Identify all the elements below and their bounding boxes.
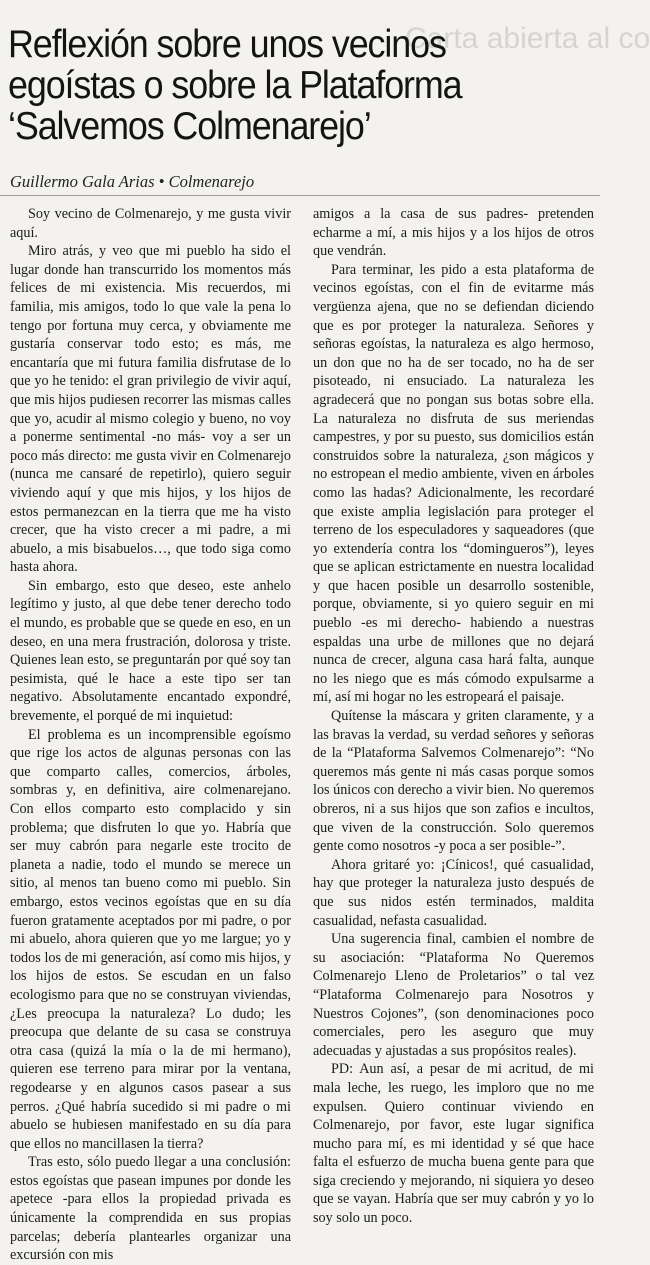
paragraph: amigos a la casa de sus padres- pretenden echarme a mí, a mis hijos y a los hijos de otros que vendrán.: [313, 206, 594, 260]
author-name: Guillermo Gala Arias: [10, 172, 155, 191]
left-column: [10, 205, 291, 1264]
paragraph: Para terminar, les pido a esta plataforma de vecinos egoístas, con el fin de evitarme más vergüenza ajena, que no se defiendan diciendo que es por proteger la naturaleza. Señores y señoras egoístas, la naturaleza es algo hermoso, un don que no ha de ser tocado, no ha de ser pisoteado, ni ensuciado. La naturaleza les agradecerá que no pongan sus botas sobre ella. La naturaleza no disfruta de sus meriendas campestres, y por su puesto, sus domicilios están construidos sobre la naturaleza, ¿son mágicos y no estropean el medio ambiente, viven en árboles como las hadas? Adicionalmente, les recordaré que existe amplia legislación para proteger el terreno de los especuladores y saqueadores (que yo extendería contra los “domingueros”), leyes que se aplican estrictamente en nuestra localidad y que hacen posible un desarrollo sostenible, porque, obviamente, si yo quiero seguir en mi pueblo -es mi derecho- habiendo a nuestras espaldas una urbe de millones que no dejará nunca de crecer, alguna casa hará falta, aunque no les niego que es más cómodo expulsarme a mí, así mi hogar no les estropeará el paisaje.: [313, 261, 594, 706]
paragraph: Sin embargo, esto que deseo, este anhelo legítimo y justo, al que debe tener derecho todo el mundo, es probable que se quede en eso, en un deseo, en una mera frustración, dolorosa y triste. Quienes lean esto, se preguntarán por qué soy tan pesimista, qué le hace a este tipo ser tan negativo. Absolutamente encantado expondré, brevemente, el porqué de mi inquietud:: [10, 577, 291, 725]
byline-separator: •: [158, 172, 165, 191]
paragraph: PD: Aun así, a pesar de mi acritud, de mi mala leche, les ruego, les imploro que no me expulsen. Quiero continuar viviendo en Colmenarejo, por favor, este lugar significa mucho para mí, es mi identidad y sé que hace falta el esfuerzo de mucha buena gente para que siga creciendo y mejorando, ni siquiera yo deseo que se vayan. Habría que ser muy cabrón y yo lo soy solo un poco.: [313, 1061, 594, 1227]
paragraph: Soy vecino de Colmenarejo, y me gusta vivir aquí.: [10, 206, 291, 241]
article-body: [10, 205, 594, 1264]
byline: [10, 172, 590, 192]
right-column: [313, 205, 594, 1227]
paragraph: Quítense la máscara y griten claramente, y a las bravas la verdad, su verdad señores y señoras de la “Plataforma Salvemos Colmenarejo”: “No queremos más gente ni más casas porque somos los únicos con derecho a vivir bien. No queremos obreros, ni a sus hijos que son zafios e incultos, que viven de la construcción. Solo queremos gente como nosotros -y poca a ser posible-”.: [313, 708, 594, 855]
paragraph: Una sugerencia final, cambien el nombre de su asociación: “Plataforma No Queremos Colmenarejo Lleno de Proletarios” o tal vez “Plataforma Colmenarejo para Nosotros y Nuestros Cojones”, (son denominaciones poco comerciales, pero les aseguro que muy adecuadas y ajustadas a sus propósitos reales).: [313, 931, 594, 1059]
author-location: Colmenarejo: [168, 172, 255, 191]
byline-divider: [0, 195, 600, 196]
paragraph: Tras esto, sólo puedo llegar a una conclusión: estos egoístas que pasean impunes por donde les apetece -para ellos la propiedad privada es únicamente la comprendida en sus propias parcelas; debería plantearles organizar una excursión con mis: [10, 1154, 291, 1264]
adjacent-article-headline: Carta abierta al co: [405, 22, 650, 55]
paragraph: El problema es un incomprensible egoísmo que rige los actos de algunas personas con las que comparto calles, comercios, árboles, sombras y, en definitiva, aire colmenarejano. Con ellos comparto esto complacido y sin problema; que disfruten lo que yo. Habría que ser muy cabrón para negarle este trocito de planeta a nadie, todo el mundo se merece un sitio, al menos tan bueno como mi pueblo. Sin embargo, estos vecinos egoístas que en su día fueron gratamente aceptados por mi padre, o por mi abuelo, ahora quieren que yo me largue; yo y todos los de mi generación, así como mis hijos, y los hijos de estos. Se escudan en un falso ecologismo para que no se construyan viviendas, ¿Les preocupa la naturaleza? Lo dudo; les preocupa que delante de su casa se construya otra casa (quizá la mía o la de mi hermano), quieren ese terreno para mirar por la ventana, regodearse y en algunos casos pasear a sus perros. ¿Qué habría sucedido si mi padre o mi abuelo se hubiesen manifestado en su día para que ellos no mancillasen la tierra?: [10, 726, 291, 1152]
paragraph: Ahora gritaré yo: ¡Cínicos!, qué casualidad, hay que proteger la naturaleza justo después de que sus nidos estén terminados, maldita casualidad, nefasta casualidad.: [313, 856, 594, 929]
article-headline: Reflexión sobre unos vecinos egoístas o sobre la Plataforma ‘Salvemos Colmenarejo’: [8, 23, 462, 148]
paragraph: Miro atrás, y veo que mi pueblo ha sido el lugar donde han transcurrido los momentos más felices de mi existencia. Mis recuerdos, mi familia, mis amigos, todo lo que vale la pena lo tengo por fortuna muy cerca, y obviamente me gustaría conservar todo esto; es más, me encantaría que mi futura familia disfrutase de lo que yo he tenido: el gran privilegio de vivir aquí, que mis hijos pudiesen recorrer las mismas calles que yo, acudir al mismo colegio y bueno, no voy a ponerme sentimental -no más- voy a ser un poco más directo: me gusta vivir en Colmenarejo (nunca me cansaré de repetirlo), quiero seguir viviendo aquí y que mis hijos, y los hijos de estos permanezcan en la tierra que me ha visto crecer, que ha visto crecer a mi padre, a mi abuelo, a mis bisabuelos…, que todo siga como hasta ahora.: [10, 243, 291, 576]
